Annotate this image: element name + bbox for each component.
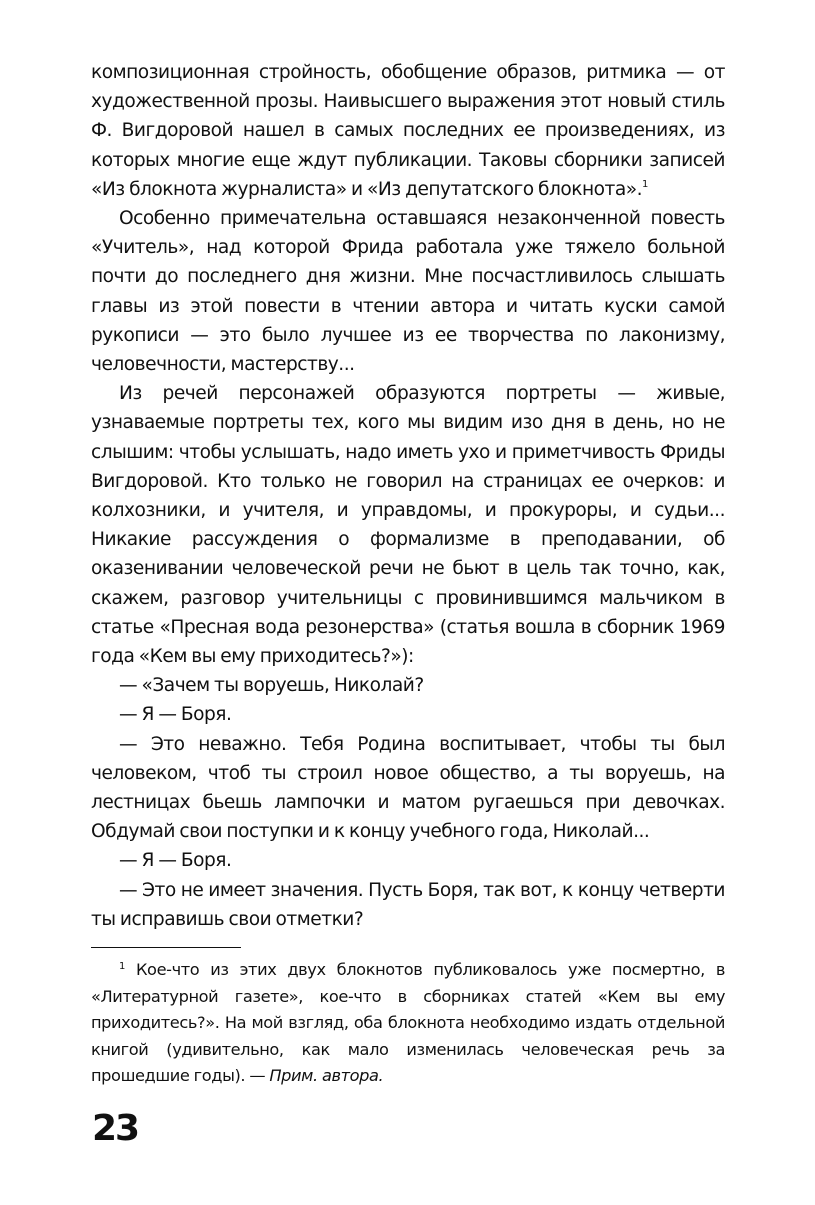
paragraph-2: Особенно примечательна оставшаяся незаконченной повесть «Учитель», над которой Фрида работала уже тяжело больной почти до последнего дня жизни. Мне посчастливилось слышать главы из этой повести в чтении автора и читать куски самой рукописи — это было лучшее из ее творчества по лаконизму, человечности, мастерству...	[91, 208, 725, 376]
footnote-divider	[91, 947, 241, 948]
footnote-attribution: Прим. автора.	[269, 1066, 384, 1085]
main-text	[91, 58, 725, 934]
paragraph-3: Из речей персонажей образуются портреты — живые, узнаваемые портреты тех, кого мы видим изо дня в день, но не слышим: чтобы услышать, надо иметь ухо и приметчивость Фриды Вигдоровой. Кто только не говорил на страницах ее очерков: и колхозники, и учителя, и управдомы, и прокуроры, и судьи... Никакие рассуждения о формализме в преподавании, об оказенивании человеческой речи не бьют в цель так точно, как, скажем, разговор учительницы с провинившимся мальчиком в статье «Пресная вода резонерства» (статья вошла в сборник 1969 года «Кем вы ему приходитесь?»):	[91, 383, 725, 668]
footnote	[91, 957, 725, 1090]
dialogue-line: — Я — Боря.	[119, 850, 232, 872]
footnote-reference: 1	[642, 178, 648, 190]
dialogue-line: — Я — Боря.	[119, 704, 232, 726]
dialogue-line: — Это не имеет значения. Пусть Боря, так вот, к концу четверти ты исправишь свои отметки?	[91, 879, 725, 930]
footnote-text: Кое-что из этих двух блокнотов публиковалось уже посмертно, в «Литературной газете», кое-что в сборниках статей «Кем вы ему приходитесь?». На мой взгляд, оба блокнота необходимо издать отдельной книгой (удивительно, как мало изменилась человеческая речь за прошедшие годы). —	[91, 960, 725, 1085]
dialogue-line: — «Зачем ты воруешь, Николай?	[119, 675, 424, 697]
paragraph-1: композиционная стройность, обобщение образов, ритмика — от художественной прозы. Наивысшего выражения этот новый стиль Ф. Вигдоровой нашел в самых последних ее произведениях, из которых многие еще ждут публикации. Таковы сборники записей «Из блокнота журналиста» и «Из депутатского блокнота».$^1$	[91, 62, 725, 200]
footnote-mark: 1	[119, 961, 125, 972]
dialogue-line: — Это неважно. Тебя Родина воспитывает, чтобы ты был человеком, чтоб ты строил новое общество, а ты воруешь, на лестницах бьешь лампочки и матом ругаешься при девочках. Обдумай свои поступки и к концу учебного года, Николай...	[91, 733, 725, 843]
page-number: 23	[92, 1108, 139, 1149]
